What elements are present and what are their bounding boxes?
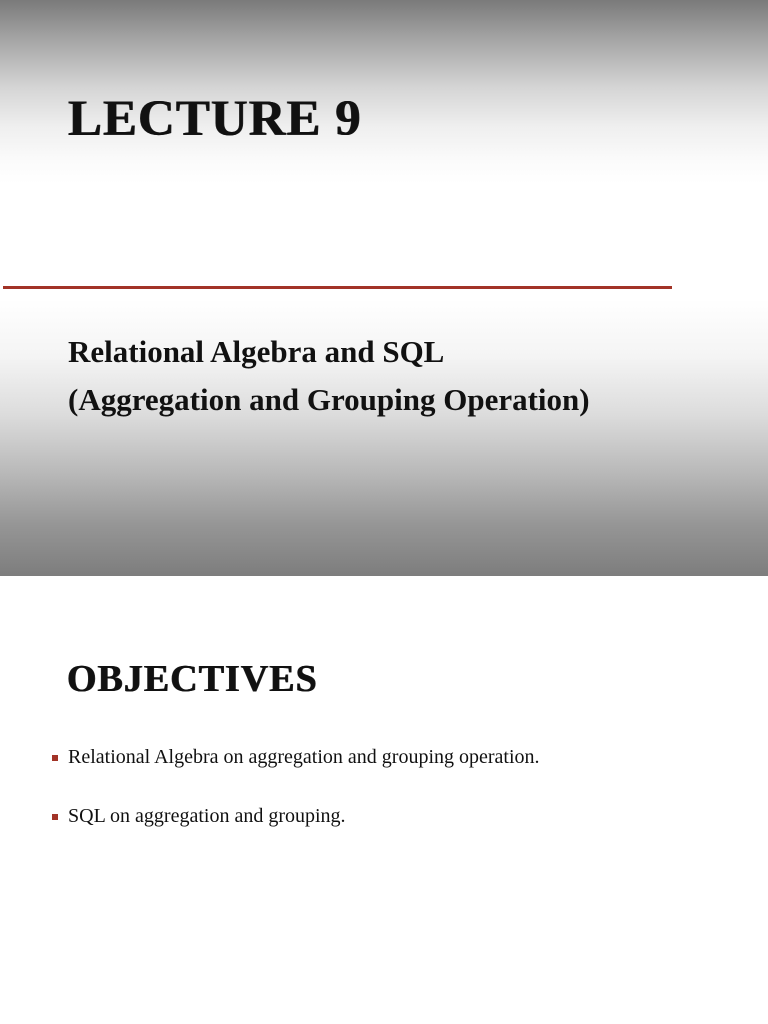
objectives-slide xyxy=(0,576,768,1024)
square-bullet-icon xyxy=(52,755,58,761)
bullet-text: Relational Algebra on aggregation and grouping operation. xyxy=(68,745,540,768)
title-divider xyxy=(3,286,672,289)
list-item xyxy=(52,803,540,829)
subtitle-line-1: Relational Algebra and SQL xyxy=(68,334,445,369)
objectives-title: OBJECTIVES xyxy=(67,658,318,700)
subtitle-line-2: (Aggregation and Grouping Operation) xyxy=(68,382,590,417)
square-bullet-icon xyxy=(52,814,58,820)
lecture-title: LECTURE 9 xyxy=(68,91,362,147)
list-item xyxy=(52,744,540,770)
lecture-subtitle xyxy=(68,328,590,424)
bullet-text: SQL on aggregation and grouping. xyxy=(68,804,346,827)
objectives-list xyxy=(52,744,540,862)
